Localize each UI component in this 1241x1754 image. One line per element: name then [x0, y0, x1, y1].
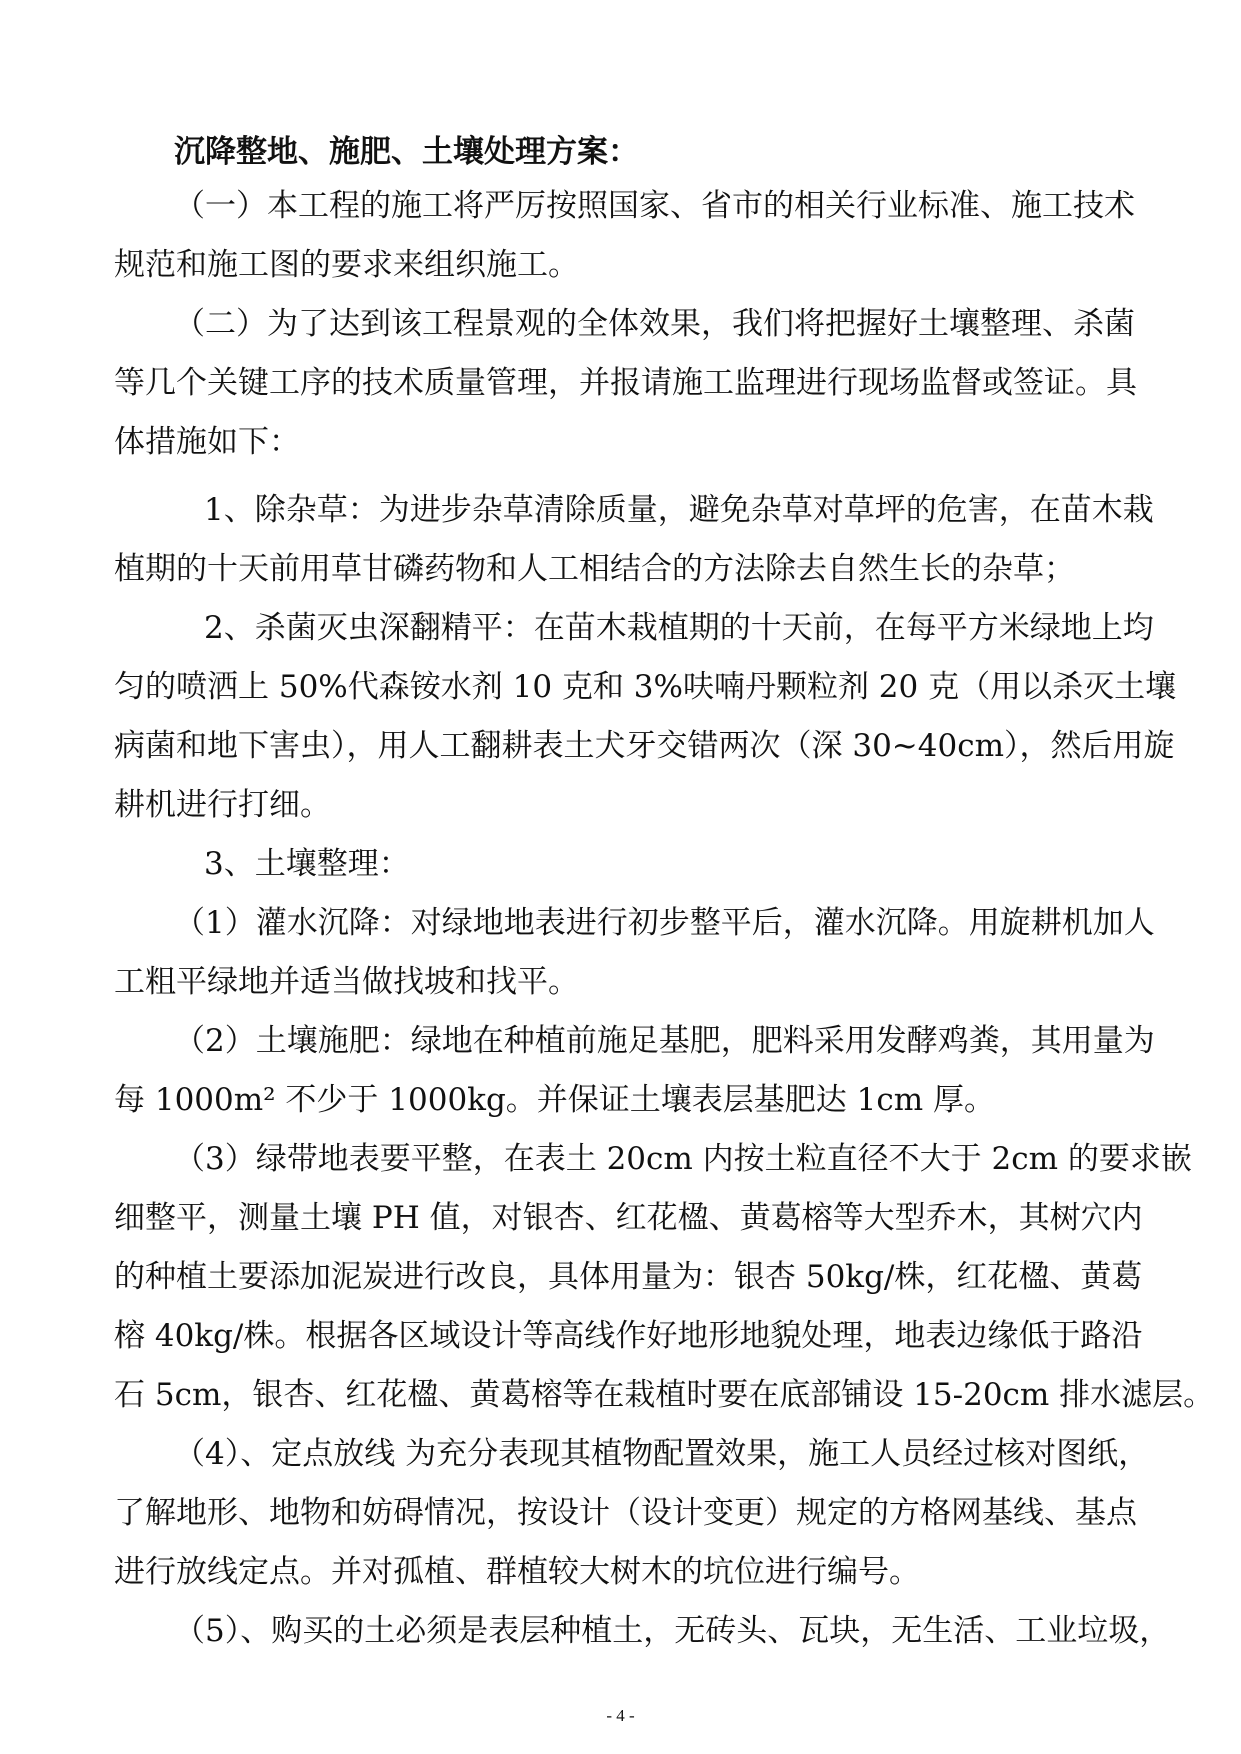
paragraph-line: 每 1000m² 不少于 1000kg。并保证土壤表层基肥达 1cm 厚。 — [114, 1082, 995, 1118]
paragraph-line: 3、土壤整理： — [204, 846, 410, 882]
paragraph-line: （2）土壤施肥：绿地在种植前施足基肥，肥料采用发酵鸡粪，其用量为 — [174, 1023, 1155, 1059]
paragraph-line: 等几个关键工序的技术质量管理，并报请施工监理进行现场监督或签证。具 — [114, 365, 1137, 401]
paragraph-line: 1、除杂草：为进步杂草清除质量，避免杂草对草坪的危害，在苗木栽 — [204, 492, 1154, 528]
paragraph-line: （5）、购买的土必须是表层种植土，无砖头、瓦块，无生活、工业垃圾， — [174, 1613, 1171, 1649]
paragraph-line: （1）灌水沉降：对绿地地表进行初步整平后，灌水沉降。用旋耕机加人 — [174, 905, 1155, 941]
paragraph-line: （4）、定点放线 为充分表现其植物配置效果，施工人员经过核对图纸， — [174, 1436, 1150, 1472]
paragraph-line: 匀的喷洒上 50%代森铵水剂 10 克和 3%呋喃丹颗粒剂 20 克（用以杀灭土壤 — [114, 669, 1177, 705]
paragraph-line: 2、杀菌灭虫深翻精平：在苗木栽植期的十天前，在每平方米绿地上均 — [204, 610, 1154, 646]
page-number: - 4 - — [606, 1706, 635, 1725]
section-heading: 沉降整地、施肥、土壤处理方案： — [174, 134, 639, 170]
paragraph-line: 石 5cm，银杏、红花楹、黄葛榕等在栽植时要在底部铺设 15-20cm 排水滤层。 — [114, 1377, 1215, 1413]
paragraph-line: 工粗平绿地并适当做找坡和找平。 — [114, 964, 579, 1000]
paragraph-line: 的种植土要添加泥炭进行改良，具体用量为：银杏 50kg/株，红花楹、黄葛 — [114, 1259, 1143, 1295]
paragraph-line: 病菌和地下害虫），用人工翻耕表土犬牙交错两次（深 30~40cm），然后用旋 — [114, 728, 1175, 764]
paragraph-line: 榕 40kg/株。根据各区域设计等高线作好地形地貌处理，地表边缘低于路沿 — [114, 1318, 1143, 1354]
paragraph-line: （一）本工程的施工将严厉按照国家、省市的相关行业标准、施工技术 — [174, 188, 1135, 224]
paragraph-line: 耕机进行打细。 — [114, 787, 331, 823]
paragraph-line: 规范和施工图的要求来组织施工。 — [114, 247, 579, 283]
paragraph-line: （二）为了达到该工程景观的全体效果，我们将把握好土壤整理、杀菌 — [174, 306, 1135, 342]
paragraph-line: （3）绿带地表要平整，在表土 20cm 内按土粒直径不大于 2cm 的要求嵌 — [174, 1141, 1192, 1177]
paragraph-line: 了解地形、地物和妨碍情况，按设计（设计变更）规定的方格网基线、基点 — [114, 1495, 1137, 1531]
paragraph-line: 体措施如下： — [114, 424, 300, 460]
paragraph-line: 进行放线定点。并对孤植、群植较大树木的坑位进行编号。 — [114, 1554, 920, 1590]
paragraph-line: 细整平，测量土壤 PH 值，对银杏、红花楹、黄葛榕等大型乔木，其树穴内 — [114, 1200, 1143, 1236]
paragraph-line: 植期的十天前用草甘磷药物和人工相结合的方法除去自然生长的杂草； — [114, 551, 1075, 587]
